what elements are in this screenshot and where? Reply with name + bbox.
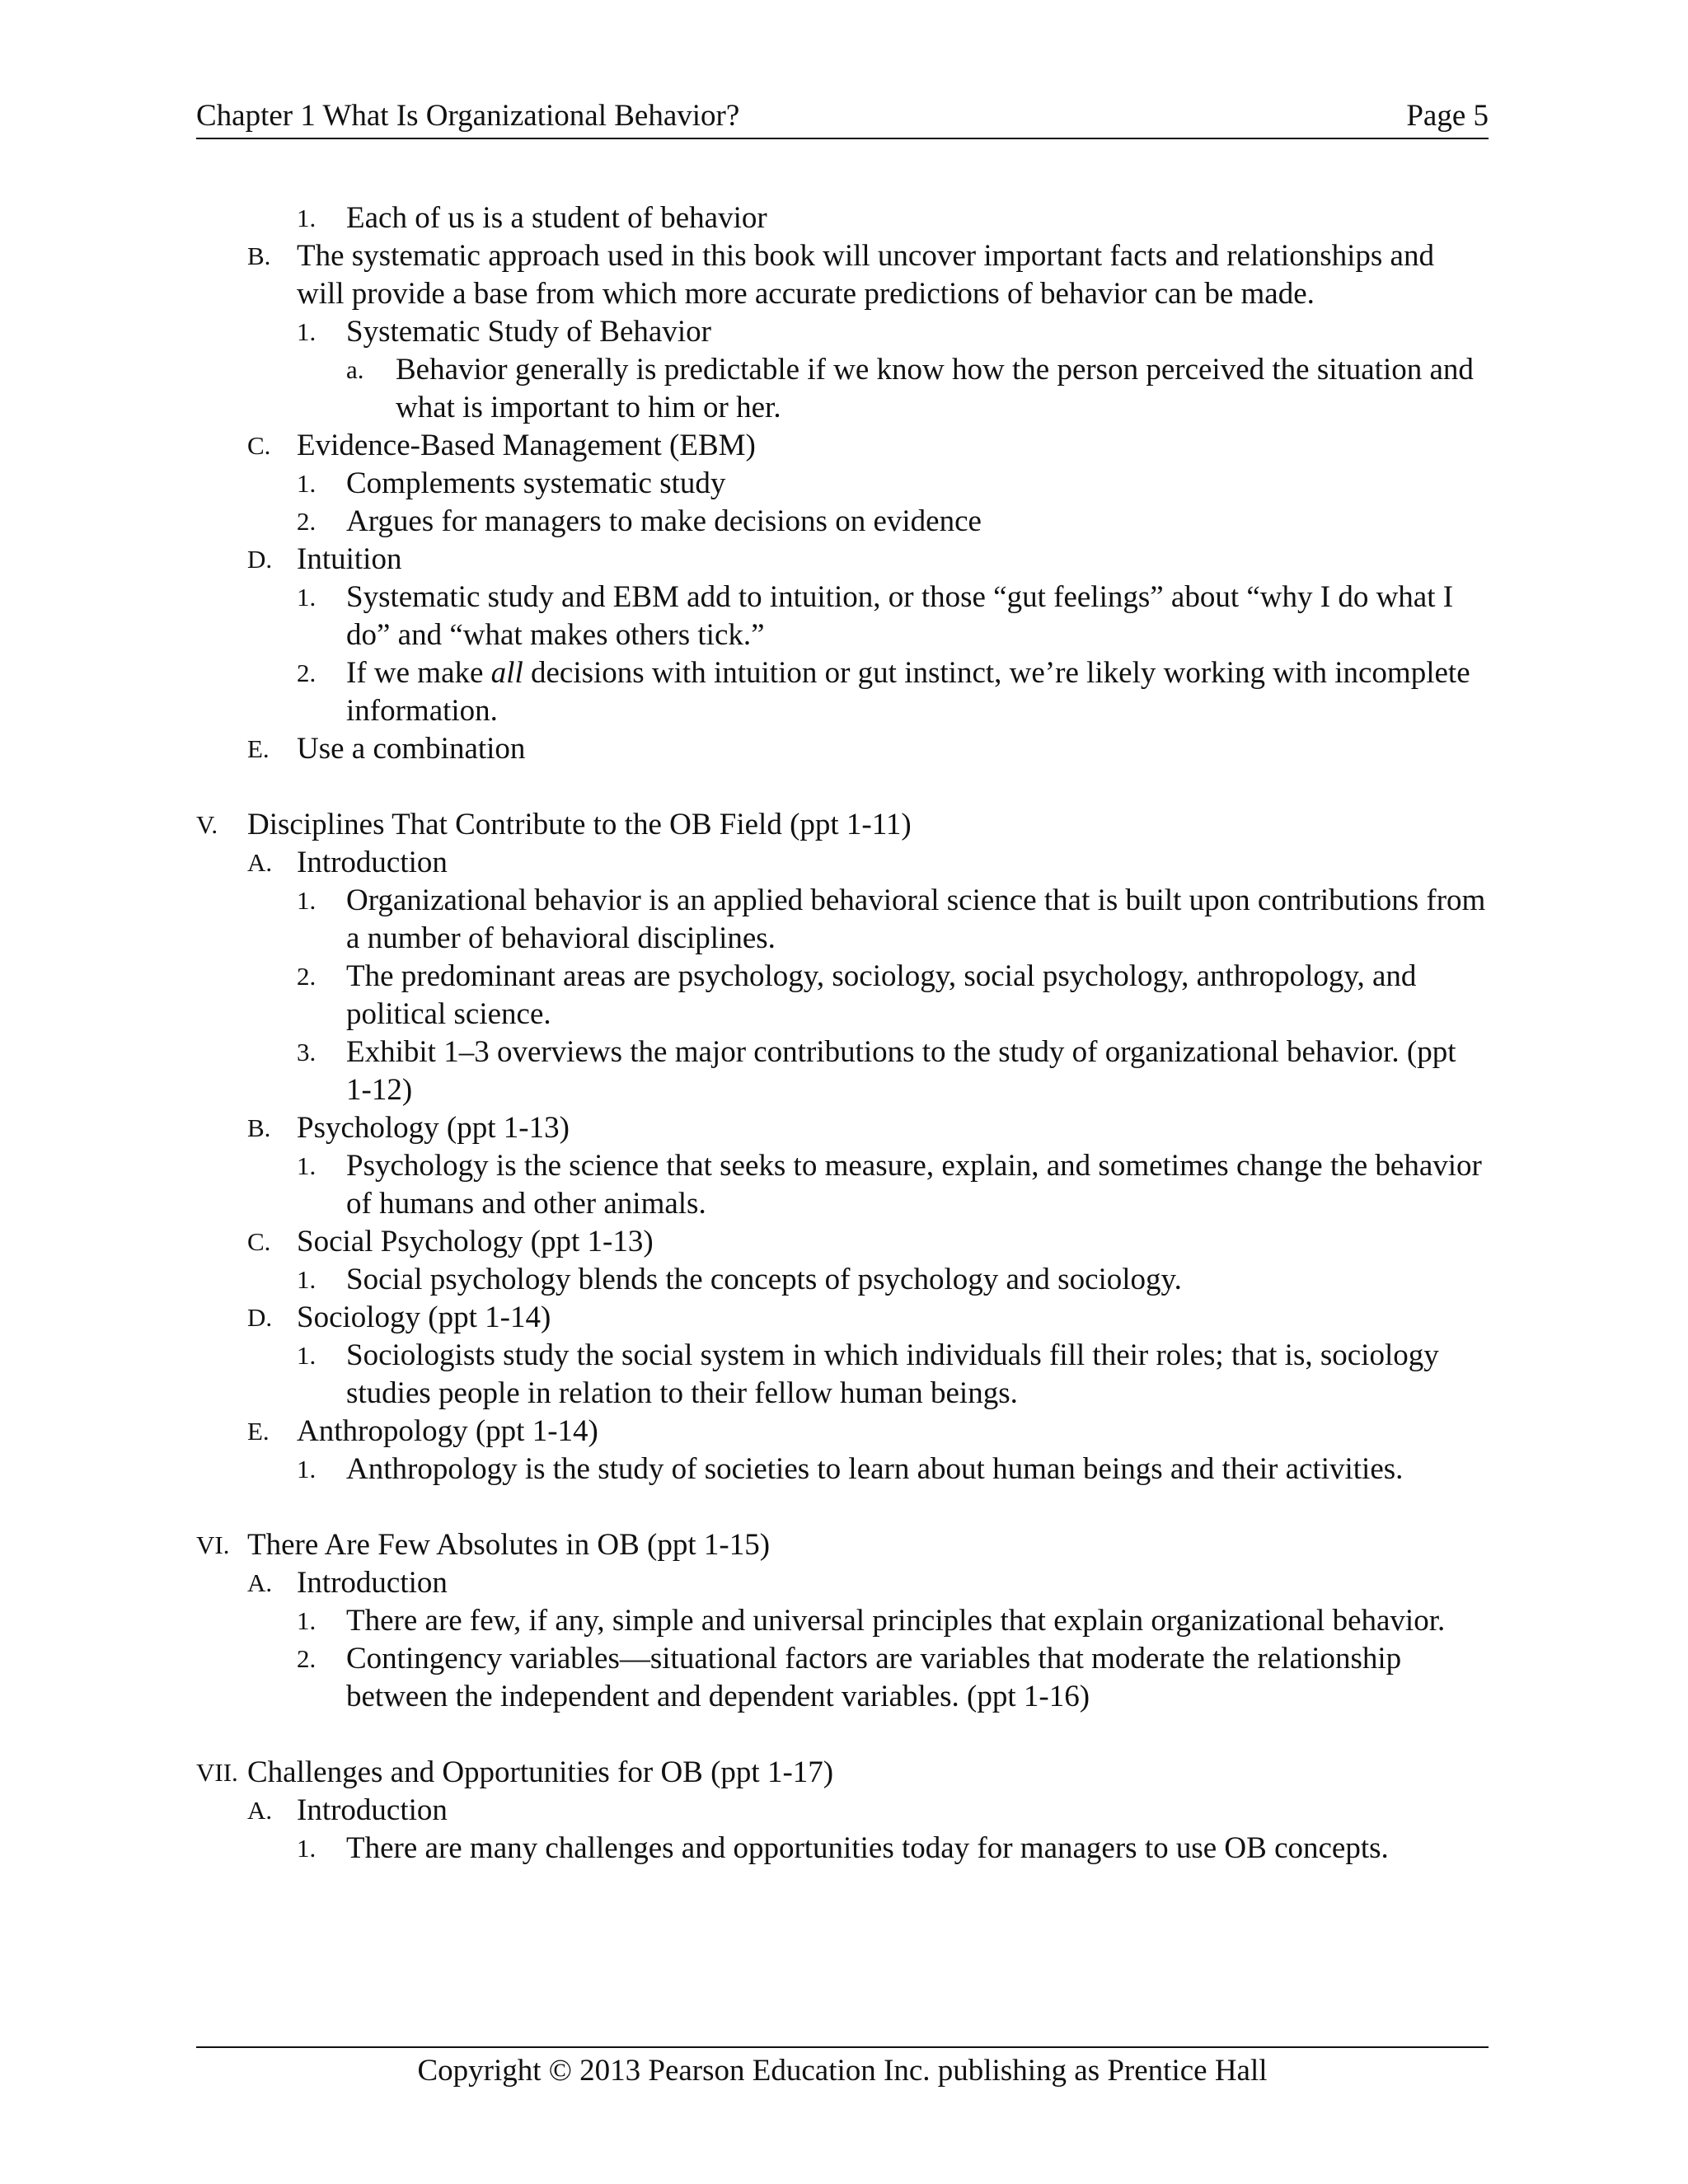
section-spacer [196,768,1489,806]
outline-item [196,1147,1489,1223]
outline-marker: B. [247,241,271,270]
outline-marker: B. [247,1113,271,1142]
section-spacer [196,1488,1489,1526]
outline-item [196,579,1489,654]
outline-text: Argues for managers to make decisions on evidence [346,504,982,538]
outline-marker: a. [346,355,364,384]
outline-item [196,882,1489,958]
outline-text: Evidence-Based Management (EBM) [297,429,756,462]
outline-text: Introduction [297,1566,448,1600]
section-spacer [196,1716,1489,1754]
outline-text-part: decisions with intuition or gut instinct, we’re likely working with incomplete information. [346,656,1470,728]
outline-item [196,313,1489,351]
outline-item [196,844,1489,882]
outline-marker: 1. [297,469,316,498]
outline-item [196,958,1489,1033]
chapter-title: Chapter 1 What Is Organizational Behavior? [196,99,740,133]
outline-item [196,237,1489,313]
outline-text: Introduction [297,846,448,879]
outline-content [196,199,1489,1868]
outline-item [196,427,1489,465]
outline-item [196,806,1489,844]
outline-text: Introduction [297,1793,448,1827]
outline-item [196,1261,1489,1299]
outline-item [196,1526,1489,1564]
outline-item [196,1564,1489,1602]
outline-text: The systematic approach used in this book will uncover important facts and relationships and will provide a base from which more accurate predictions of behavior can be made. [297,239,1434,311]
outline-text: Anthropology is the study of societies to learn about human beings and their activities. [346,1452,1404,1486]
outline-marker: C. [247,1227,271,1256]
outline-marker: VI. [196,1530,230,1559]
header-divider [196,138,1489,139]
outline-item [196,1033,1489,1109]
outline-text: Organizational behavior is an applied behavioral science that is built upon contributions from a number of behavioral disciplines. [346,883,1486,955]
outline-text: There are many challenges and opportunities today for managers to use OB concepts. [346,1831,1389,1865]
outline-marker: E. [247,1417,270,1446]
outline-item [196,1602,1489,1640]
outline-item [196,1830,1489,1868]
outline-marker: 1. [297,1455,316,1483]
outline-marker: 1. [297,583,316,612]
outline-marker: 1. [297,1341,316,1370]
outline-item [196,1754,1489,1792]
outline-text: Psychology is the science that seeks to measure, explain, and sometimes change the behavior of humans and other animals. [346,1149,1482,1221]
outline-item [196,1223,1489,1261]
outline-marker: E. [247,734,270,763]
outline-marker: 1. [297,1151,316,1180]
outline-marker: D. [247,1303,273,1332]
outline-text: Sociology (ppt 1-14) [297,1301,551,1334]
outline-text-emphasis: all [490,656,523,690]
outline-marker: 1. [297,1834,316,1863]
outline-text: Contingency variables—situational factors are variables that moderate the relationship between the independent and dependent variables. (ppt 1-16) [346,1642,1402,1713]
outline-text: Systematic Study of Behavior [346,315,711,349]
outline-text: Anthropology (ppt 1-14) [297,1414,598,1448]
outline-marker: 1. [297,1265,316,1294]
copyright-footer: Copyright © 2013 Pearson Education Inc. publishing as Prentice Hall [417,2054,1268,2088]
outline-marker: 1. [297,1606,316,1635]
outline-text: Social Psychology (ppt 1-13) [297,1225,654,1258]
outline-marker: V. [196,810,218,839]
outline-text: Each of us is a student of behavior [346,201,767,235]
outline-text [346,654,1489,730]
outline-text: Sociologists study the social system in which individuals fill their roles; that is, sociology studies people in relation to their fellow human beings. [346,1338,1439,1410]
outline-marker: 2. [297,1644,316,1673]
outline-marker: 2. [297,658,316,687]
outline-marker: 2. [297,962,316,991]
outline-item [196,1792,1489,1830]
outline-item [196,199,1489,237]
outline-item [196,1109,1489,1147]
footer-divider [196,2046,1489,2048]
outline-text: Social psychology blends the concepts of psychology and sociology. [346,1263,1182,1296]
outline-text: Complements systematic study [346,466,726,500]
outline-item [196,503,1489,541]
outline-item [196,1299,1489,1337]
outline-text: Use a combination [297,732,526,766]
outline-marker: 1. [297,886,316,915]
page-header [196,97,1489,135]
outline-marker: 2. [297,507,316,536]
outline-text: Exhibit 1–3 overviews the major contributions to the study of organizational behavior. (ppt 1-12) [346,1035,1456,1107]
outline-marker: A. [247,1796,273,1825]
outline-text: Challenges and Opportunities for OB (ppt 1-17) [247,1755,834,1789]
outline-marker: C. [247,431,271,460]
outline-item [196,1640,1489,1716]
outline-text: Psychology (ppt 1-13) [297,1111,570,1145]
outline-marker: VII. [196,1758,238,1787]
outline-item [196,1337,1489,1413]
outline-marker: A. [247,848,273,877]
outline-marker: 3. [297,1038,316,1066]
outline-marker: 1. [297,204,316,232]
outline-text: Systematic study and EBM add to intuition, or those “gut feelings” about “why I do what I do” and “what makes others tick.” [346,580,1454,652]
outline-item [196,1451,1489,1488]
outline-text-part: If we make [346,656,491,690]
outline-item [196,654,1489,730]
outline-text: There are few, if any, simple and universal principles that explain organizational behavior. [346,1604,1446,1638]
outline-text: The predominant areas are psychology, sociology, social psychology, anthropology, and political science. [346,959,1417,1031]
outline-marker: 1. [297,317,316,346]
outline-text: Intuition [297,542,402,576]
outline-marker: D. [247,545,273,574]
outline-text: Behavior generally is predictable if we know how the person perceived the situation and what is important to him or her. [396,353,1474,424]
outline-item [196,351,1489,427]
outline-text: Disciplines That Contribute to the OB Field (ppt 1-11) [247,808,912,841]
outline-item [196,465,1489,503]
outline-item [196,730,1489,768]
page-number: Page 5 [1406,99,1489,133]
outline-item [196,1413,1489,1451]
outline-marker: A. [247,1568,273,1597]
outline-text: There Are Few Absolutes in OB (ppt 1-15) [247,1528,771,1562]
outline-item [196,541,1489,579]
